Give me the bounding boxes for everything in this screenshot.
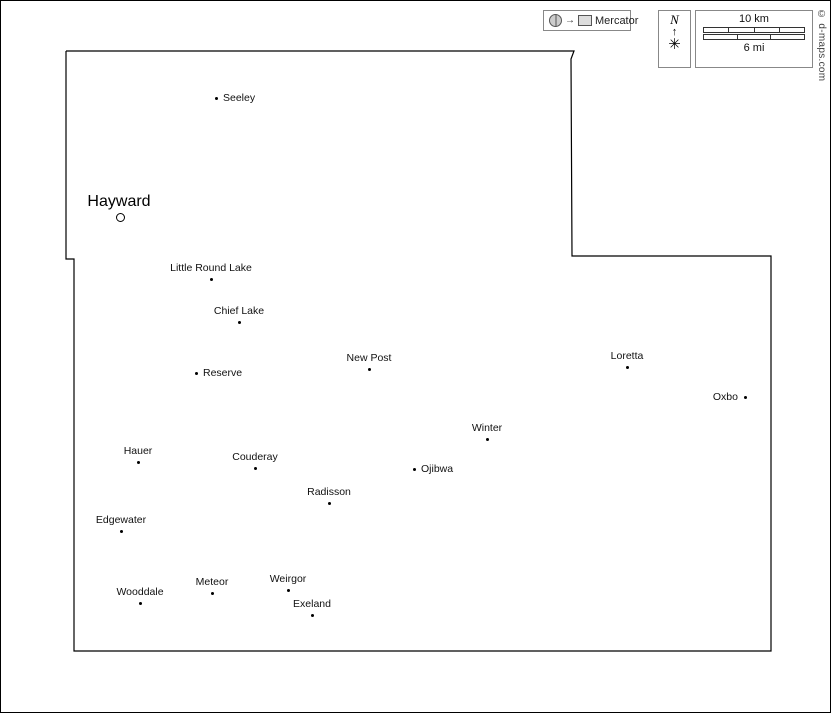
place-label: Reserve	[203, 367, 243, 379]
town-dot-icon	[211, 592, 214, 595]
place-label: Hayward	[87, 193, 151, 210]
town-dot-icon	[195, 372, 198, 375]
place-label: Exeland	[293, 597, 331, 610]
scale-segment	[738, 35, 772, 39]
town-dot-icon	[210, 278, 213, 281]
region-outline	[1, 1, 831, 713]
place-label: Winter	[471, 421, 503, 434]
scale-km-label: 10 km	[739, 13, 769, 25]
town-dot-icon	[287, 589, 290, 592]
town-dot-icon	[368, 368, 371, 371]
scale-segment	[755, 28, 780, 32]
place-label: Edgewater	[95, 513, 147, 526]
scale-mi-label: 6 mi	[743, 42, 765, 54]
town-dot-icon	[744, 396, 747, 399]
place-label: Meteor	[195, 575, 229, 588]
compass-star-icon: ✳	[668, 36, 681, 53]
place-label: Weirgor	[269, 572, 307, 585]
scale-segment	[729, 28, 754, 32]
town-dot-icon	[139, 602, 142, 605]
projection-indicator[interactable]	[543, 10, 639, 31]
town-dot-icon	[215, 97, 218, 100]
town-dot-icon	[311, 614, 314, 617]
scale-bar-box	[695, 10, 813, 68]
arrow-right-icon: →	[565, 15, 575, 26]
scale-segment	[771, 35, 804, 39]
compass-arrow-icon: ↑	[671, 26, 678, 38]
town-dot-icon	[254, 467, 257, 470]
town-dot-icon	[626, 366, 629, 369]
place-label: Radisson	[307, 485, 351, 498]
town-dot-icon	[137, 461, 140, 464]
place-label: Chief Lake	[213, 304, 265, 317]
place-label: Loretta	[610, 349, 644, 362]
scale-bar-mi	[703, 34, 805, 40]
town-dot-icon	[238, 321, 241, 324]
globe-icon	[549, 14, 562, 27]
town-dot-icon	[328, 502, 331, 505]
compass-north-label: N	[670, 12, 679, 27]
projection-label: Mercator	[595, 14, 639, 27]
place-label: Seeley	[223, 92, 256, 104]
place-label: Couderay	[232, 450, 278, 463]
copyright-notice: © d-maps.com	[816, 9, 827, 82]
place-label: Little Round Lake	[170, 261, 252, 274]
flat-map-icon	[578, 15, 592, 26]
compass-rose	[658, 10, 691, 68]
county-boundary	[66, 51, 771, 651]
town-dot-icon	[120, 530, 123, 533]
scale-segment	[704, 28, 729, 32]
place-label: Oxbo	[712, 391, 738, 403]
place-label: Wooddale	[116, 585, 164, 598]
scale-segment	[704, 35, 738, 39]
place-label: Ojibwa	[421, 463, 454, 475]
scale-bar-km	[703, 27, 805, 33]
scale-segment	[780, 28, 804, 32]
town-dot-icon	[413, 468, 416, 471]
town-dot-icon	[486, 438, 489, 441]
place-label: New Post	[346, 351, 392, 364]
city-dot-icon	[116, 213, 125, 222]
place-label: Hauer	[123, 444, 153, 457]
